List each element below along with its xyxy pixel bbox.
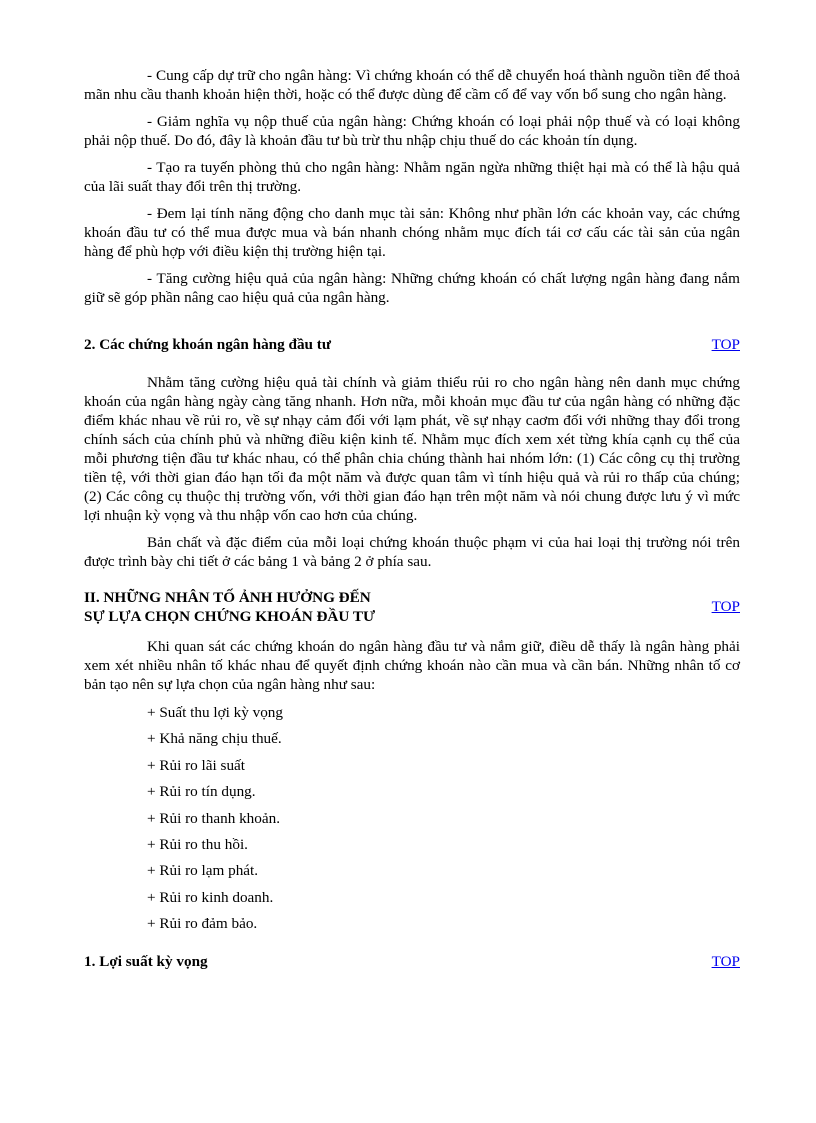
list-item: + Rủi ro tín dụng. <box>147 783 256 801</box>
section-2-heading: 2. Các chứng khoán ngân hàng đầu tư <box>84 336 331 353</box>
list-item: + Khả năng chịu thuế. <box>147 730 282 748</box>
factors-list <box>84 703 740 941</box>
intro-paragraph-5: - Tăng cường hiệu quả của ngân hàng: Những chứng khoán có chất lượng ngân hàng đang nắm giữ sẽ góp phần nâng cao hiệu quả của ngân hàng. <box>84 270 740 306</box>
document-page <box>84 66 740 971</box>
list-item: + Rủi ro thanh khoản. <box>147 809 281 827</box>
intro-paragraph-4: - Đem lại tính năng động cho danh mục tài sản: Không như phần lớn các khoản vay, các chứng khoán đầu tư có thể mua được mua và bán nhanh chóng nhằm mục đích tái cơ cấu các tài sản của ngân hàng để phù hợp với điều kiện thị trường hiện tại. <box>84 205 740 260</box>
section-II-heading-line-2: SỰ LỰA CHỌN CHỨNG KHOÁN ĐẦU TƯ <box>84 608 376 625</box>
list-item: + Rủi ro lạm phát. <box>147 862 259 880</box>
section-1-top-link[interactable]: TOP <box>711 952 740 970</box>
section-2-paragraph-2: Bản chất và đặc điểm của mỗi loại chứng khoán thuộc phạm vi của hai loại thị trường nói trên được trình bày chi tiết ở các bảng 1 và bảng 2 ở phía sau. <box>84 534 740 570</box>
list-item: + Rủi ro đảm bảo. <box>147 915 258 933</box>
list-item: + Rủi ro lãi suất <box>147 756 245 774</box>
intro-paragraph-2: - Giảm nghĩa vụ nộp thuế của ngân hàng: Chứng khoán có loại phải nộp thuế và có loại không phải nộp thuế. Do đó, đây là khoản đầu tư bù trừ thu nhập chịu thuế do các khoản tín dụng. <box>84 113 740 149</box>
intro-paragraph-3: - Tạo ra tuyến phòng thủ cho ngân hàng: Nhằm ngăn ngừa những thiệt hại mà có thể là hậu quả của lãi suất thay đổi trên thị trường. <box>84 159 740 195</box>
section-1-heading: 1. Lợi suất kỳ vọng <box>84 952 208 970</box>
section-II-header <box>84 588 740 626</box>
section-II-heading-line-1: II. NHỮNG NHÂN TỐ ẢNH HƯỞNG ĐẾN <box>84 589 371 606</box>
section-2-paragraph-1: Nhằm tăng cường hiệu quả tài chính và giảm thiểu rủi ro cho ngân hàng nên danh mục chứng khoán của ngân hàng ngày càng tăng nhanh. Hơn nữa, mỗi khoản mục đầu tư của ngân hàng có những đặc điểm khác nhau về rủi ro, về sự nhạy cảm đối với lạm phát, về sự nhạy caơm đối với những thay đổi trong chính sách của chính phủ và những điều kiện kinh tế. Nhằm mục đích xem xét từng khía cạnh cụ thể của mỗi phương tiện đầu tư khác nhau, có thể phân chia chúng thành hai nhóm lớn: (1) Các công cụ thị trường tiền tệ, với thời gian đáo hạn tối đa một năm và được quan tâm vì tính hiệu quả và rủi ro thấp của chúng; (2) Các công cụ thuộc thị trường vốn, với thời gian đáo hạn trên một năm và nói chung được lưu ý vì mức lợi nhuận kỳ vọng và thu nhập vốn cao hơn của chúng. <box>84 374 740 524</box>
section-II-paragraph: Khi quan sát các chứng khoán do ngân hàng đầu tư và nắm giữ, điều dễ thấy là ngân hàng phải xem xét nhiều nhân tố khác nhau để quyết định chứng khoán nào cần mua và cần bán. Những nhân tố cơ bản tạo nên sự lựa chọn của ngân hàng như sau: <box>84 638 740 693</box>
intro-paragraph-1: - Cung cấp dự trữ cho ngân hàng: Vì chứng khoán có thể dễ chuyển hoá thành nguồn tiền để thoả mãn nhu cầu thanh khoản hiện thời, hoặc có thể được dùng để cầm cố để vay vốn bổ sung cho ngân hàng. <box>84 67 740 103</box>
section-II-heading <box>84 588 375 626</box>
section-II-top-link[interactable]: TOP <box>711 598 740 615</box>
section-2-top-link[interactable]: TOP <box>711 336 740 353</box>
list-item: + Rủi ro kinh doanh. <box>147 888 274 906</box>
list-item: + Suất thu lợi kỳ vọng <box>147 704 283 721</box>
list-item: + Rủi ro thu hồi. <box>147 835 248 853</box>
section-2-header <box>84 335 740 354</box>
section-1-header <box>84 952 740 971</box>
